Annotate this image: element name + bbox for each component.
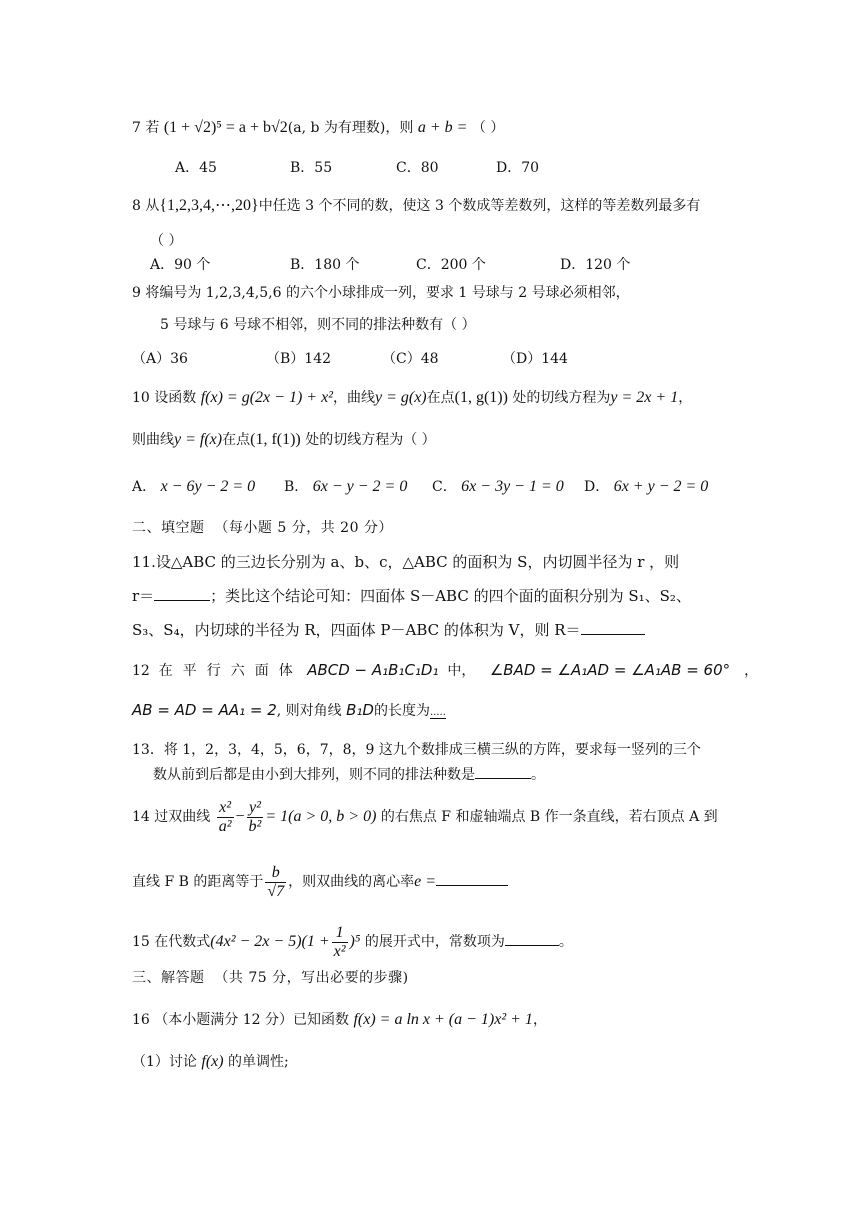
q8-option-a: A．90 个 <box>150 257 211 273</box>
q8-option-c: C．200 个 <box>416 257 486 273</box>
q14-answer-blank <box>436 871 508 886</box>
q16-part-1: （1）讨论 f(x) 的单调性; <box>132 1053 289 1070</box>
q8-option-d: D．120 个 <box>560 257 631 273</box>
q9-line-1: 9 将编号为 1,2,3,4,5,6 的六个小球排成一列，要求 1 号球与 2 号球必须相邻， <box>132 285 630 301</box>
q13-line-2: 数从前到后都是由小到大排列，则不同的排法种数是 。 <box>153 764 545 785</box>
q8-option-b: B．180 个 <box>290 257 360 273</box>
q9-option-b: （B）142 <box>266 351 332 367</box>
q14-fraction-distance: $\frac{b}{√7}$ <box>267 863 285 900</box>
q15-answer-blank <box>505 931 559 946</box>
q12-line-1: 12 在平行六面体 ABCD − A₁B₁C₁D₁ 中， ∠BAD = ∠A₁AD = ∠A₁AB = 60° ， <box>132 661 759 679</box>
q12-answer-blank: ..... <box>429 707 446 718</box>
q14-line-2: 直线 F B 的距离等于 $\frac{b}{√7}$ ，则双曲线的离心率e = <box>132 860 508 904</box>
q10-line-1: 10 设函数 f(x) = g(2x − 1) + x²，曲线y = g(x)在点(1, g(1)) 处的切线方程为y = 2x + 1， <box>132 389 693 406</box>
q13-line-1: 13．将 1，2，3，4，5，6，7，8，9 这九个数排成三横三纵的方阵，要求每一竖列的三个 <box>132 742 701 758</box>
q9-line-2: 5 号球与 6 号球不相邻，则不同的排法种数有（ ） <box>160 317 476 333</box>
q7-stem: 7 若 (1 + √2)⁵ = a + b√2(a, b 为有理数)，则 a + b = （ ） <box>132 119 505 136</box>
q10-option-a: A． x − 6y − 2 = 0 <box>132 478 256 495</box>
q11-answer-blank-2 <box>581 620 645 635</box>
q8-bracket: （ ） <box>150 233 183 249</box>
q10-option-c: C． 6x − 3y − 1 = 0 <box>432 478 564 495</box>
q15-line: 15 在代数式(4x² − 2x − 5)(1 + $\frac{1}{\text{x²}}$ )⁵ 的展开式中，常数项为 。 <box>132 923 573 960</box>
q16-stem: 16 （本小题满分 12 分）已知函数 f(x) = a ln x + (a − 1)x² + 1， <box>132 1011 547 1028</box>
q14-line-1: 14 过双曲线 $\frac{\text{x²}}{\text{a²}}$ − $\frac{\text{y²}}{\text{b²}}$ = 1(a > 0, b > 0) 的右焦点 F 和虚轴端点 B 作一条直线，若右顶点 A 到 <box>132 798 718 835</box>
q7-option-c: C．80 <box>396 160 439 176</box>
q11-line-1: 11.设△ABC 的三边长分别为 a、b、c，△ABC 的面积为 S，内切圆半径为 r ，则 <box>132 553 680 571</box>
section-2-heading: 二、填空题 （每小题 5 分，共 20 分） <box>132 520 393 536</box>
q10-option-d: D． 6x + y − 2 = 0 <box>584 478 709 495</box>
q14-fraction-y: $\frac{\text{y²}}{\text{b²}}$ <box>248 798 262 835</box>
q14-fraction-x: $\frac{\text{x²}}{\text{a²}}$ <box>218 798 232 835</box>
q12-line-2: AB = AD = AA₁ = 2, 则对角线 B₁D的长度为..... <box>132 701 446 719</box>
q8-set: {1,2,3,4,⋯,20} <box>159 197 259 214</box>
q11-answer-blank-1 <box>154 586 210 601</box>
q8-stem: 8 从{1,2,3,4,⋯,20}中任选 3 个不同的数，使这 3 个数成等差数列，这样的等差数列最多有 <box>132 197 701 214</box>
q15-fraction: $\frac{1}{\text{x²}}$ <box>333 923 346 960</box>
q13-answer-blank <box>475 764 531 779</box>
q11-line-3: S₃、S₄，内切球的半径为 R，四面体 P－ABC 的体积为 V，则 R＝ <box>132 620 645 640</box>
q11-line-2: r＝ ；类比这个结论可知：四面体 S－ABC 的四个面的面积分别为 S₁、S₂、 <box>132 587 691 605</box>
q10-option-b: B． 6x − y − 2 = 0 <box>284 478 408 495</box>
q7-expr: (1 + √2)⁵ = a + b√2 <box>163 119 288 136</box>
q9-option-c: （C）48 <box>382 351 439 367</box>
section-3-heading: 三、解答题 （共 75 分，写出必要的步骤) <box>132 970 409 986</box>
q9-option-a: （A）36 <box>132 351 188 367</box>
q9-option-d: （D）144 <box>502 351 568 367</box>
q7-option-a: A．45 <box>175 160 217 176</box>
q10-line-2: 则曲线y = f(x)在点(1, f(1)) 处的切线方程为（ ） <box>132 431 436 448</box>
q7-option-b: B．55 <box>290 160 333 176</box>
q7-option-d: D．70 <box>496 160 540 176</box>
